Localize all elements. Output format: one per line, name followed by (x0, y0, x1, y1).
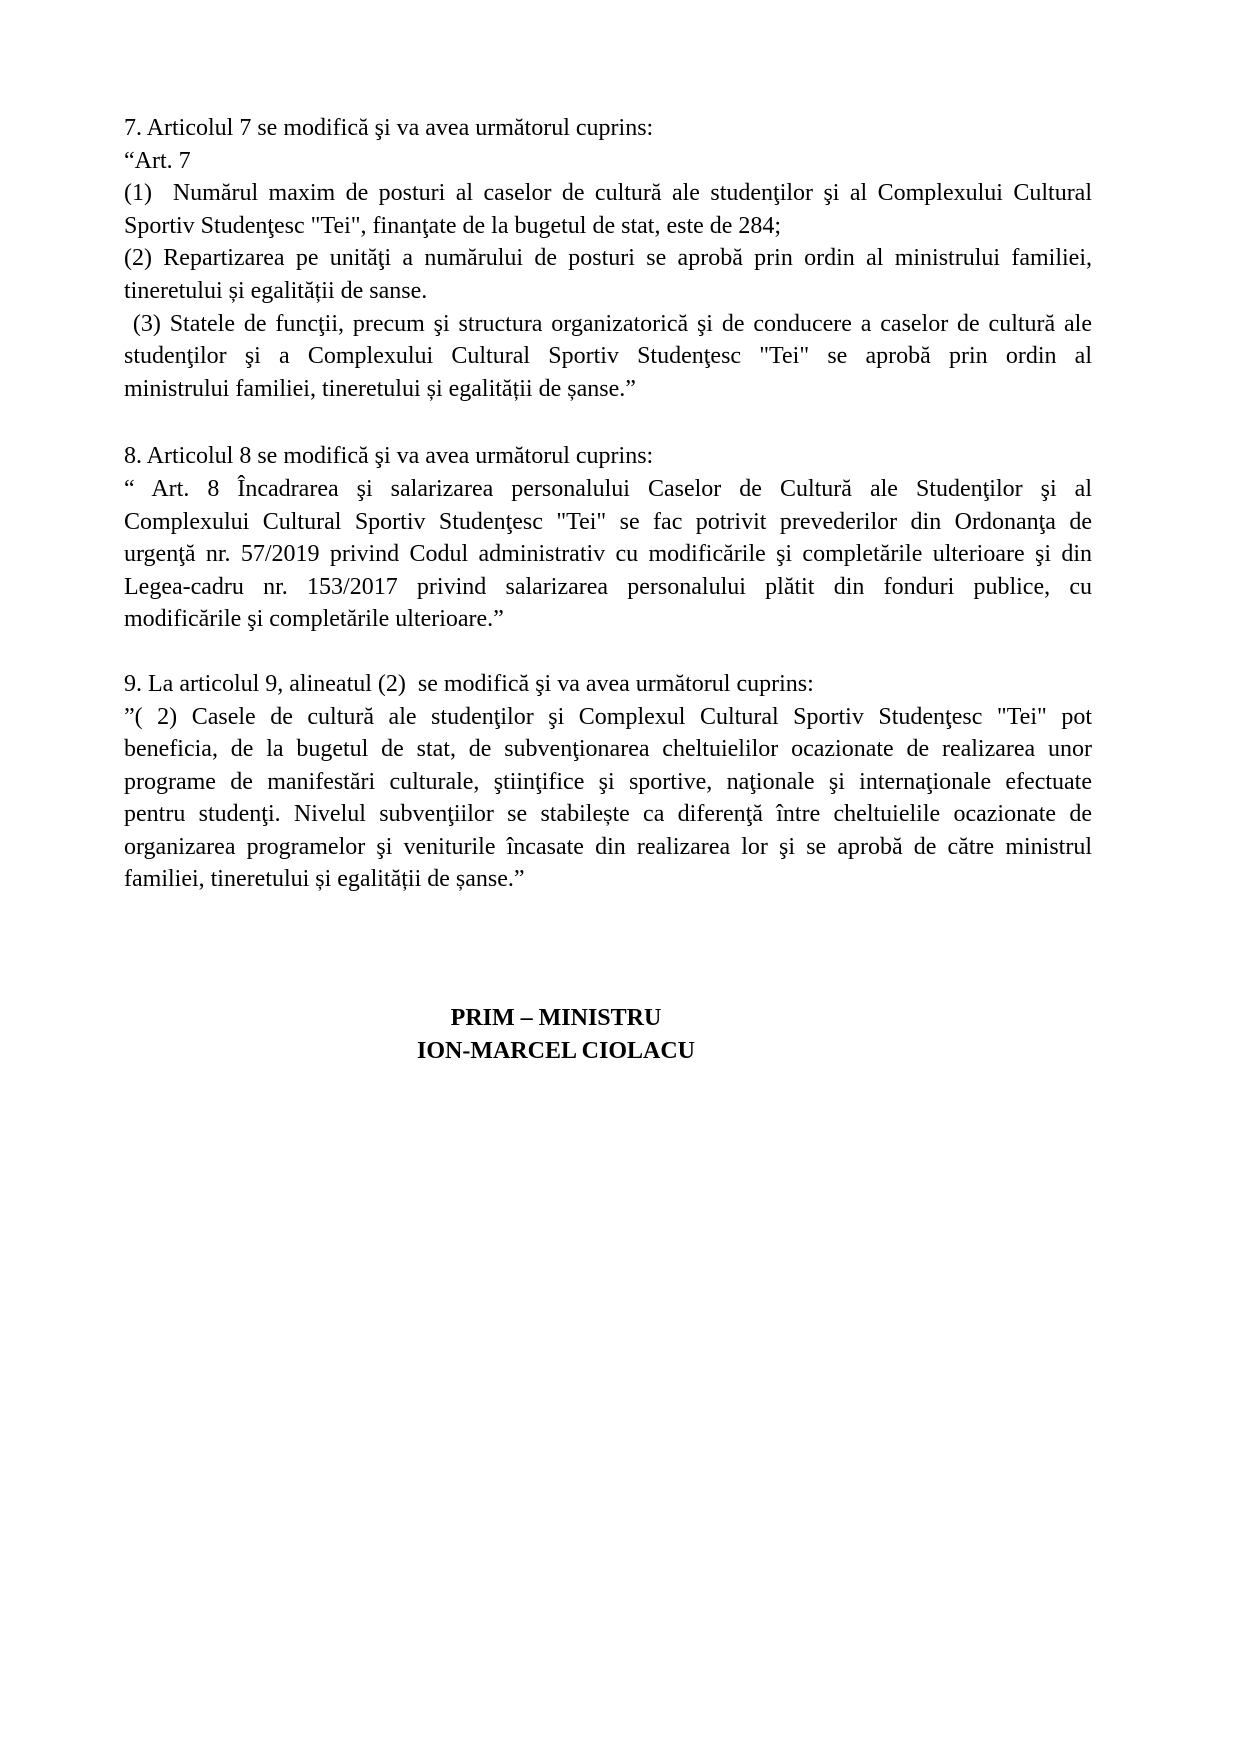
section-article-9-amendment (124, 668, 1092, 896)
text-line: pentru studenţi. Nivelul subvenţiilor se stabilește ca diferenţă între cheltuielile ocazionate de (124, 801, 1092, 828)
text-line: Sportiv Studenţesc "Tei", finanţate de la bugetul de stat, este de 284; (124, 212, 782, 239)
text-line: “Art. 7 (124, 147, 191, 174)
text-line: Complexului Cultural Sportiv Studenţesc "Tei" se fac potrivit prevederilor din Ordonanţa de (124, 508, 1092, 535)
text-line: tineretului și egalității de sanse. (124, 277, 428, 304)
text-line: 9. La articolul 9, alineatul (2) se modifică şi va avea următorul cuprins: (124, 670, 814, 697)
text-line: familiei, tineretului și egalității de șanse.” (124, 866, 525, 893)
text-line: (2) Repartizarea pe unităţi a numărului de posturi se aprobă prin ordin al ministrului familiei, (124, 245, 1092, 272)
text-line: (1) Numărul maxim de posturi al caselor de cultură ale studenţilor şi al Complexului Cultural (124, 180, 1092, 207)
text-line: 8. Articolul 8 se modifică şi va avea următorul cuprins: (124, 443, 654, 470)
text-line: modificările şi completările ulterioare.” (124, 606, 504, 633)
text-line: beneficia, de la bugetul de stat, de subvenţionarea cheltuielilor ocazionate de realizarea unor (124, 736, 1092, 763)
text-line: organizarea programelor şi veniturile încasate din realizarea lor şi se aprobă de către ministrul (124, 833, 1092, 860)
section-article-8-amendment (124, 440, 1092, 636)
text-line: studenţilor şi a Complexului Cultural Sportiv Studenţesc "Tei" se aprobă prin ordin al (124, 343, 1092, 370)
text-line: programe de manifestări culturale, ştiinţifice şi sportive, naţionale şi internaţionale efectuate (124, 768, 1092, 795)
text-line: urgenţă nr. 57/2019 privind Codul administrativ cu modificările şi completările ulterioare şi din (124, 541, 1092, 568)
text-line: (3) Statele de funcţii, precum şi structura organizatorică şi de conducere a caselor de cultură ale (124, 310, 1093, 337)
text-line: Legea-cadru nr. 153/2017 privind salarizarea personalului plătit din fonduri publice, cu (124, 573, 1092, 600)
document-body (124, 112, 1092, 1067)
text-line: ministrului familiei, tineretului și egalității de șanse.” (124, 375, 636, 402)
section-article-7-amendment (124, 112, 1092, 405)
text-line: ”( 2) Casele de cultură ale studenţilor şi Complexul Cultural Sportiv Studenţesc "Tei" pot (124, 703, 1092, 730)
text-line: 7. Articolul 7 se modifică şi va avea următorul cuprins: (124, 115, 654, 141)
prime-minister-title: PRIM – MINISTRU (450, 1005, 662, 1032)
prime-minister-name: ION-MARCEL CIOLACU (416, 1037, 695, 1064)
text-line: “ Art. 8 Încadrarea şi salarizarea personalului Caselor de Cultură ale Studenţilor şi al (124, 475, 1092, 502)
signature-block (124, 1002, 988, 1067)
